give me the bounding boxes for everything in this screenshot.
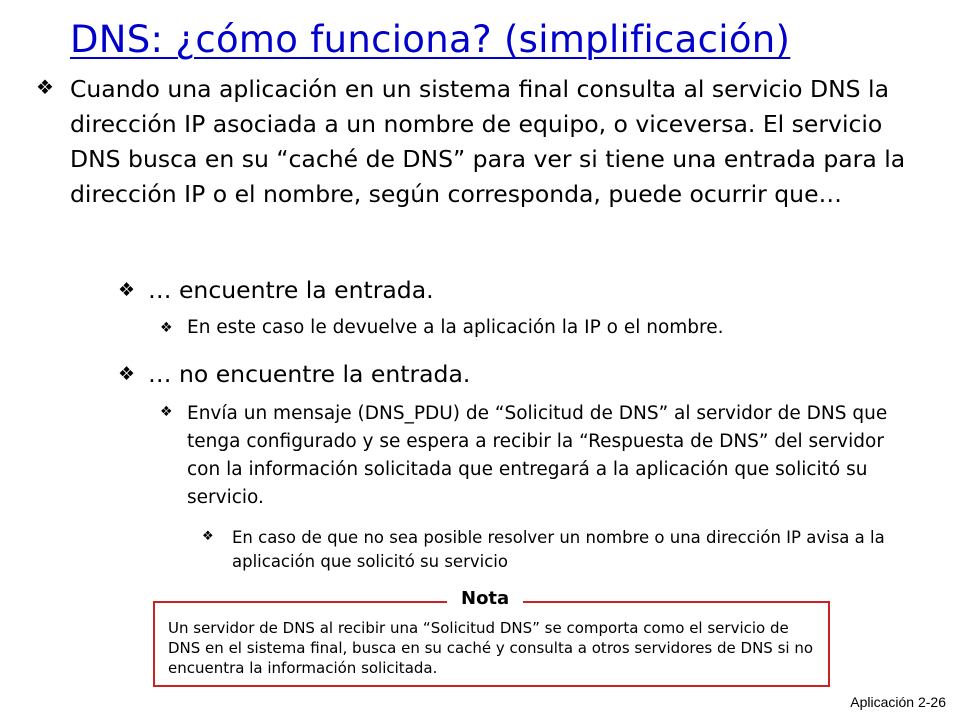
note-label: Nota	[447, 588, 523, 609]
diamond-bullet-icon: ❖	[118, 363, 136, 385]
case-not-found-error-text: En caso de que no sea posible resolver un nombre o una dirección IP avisa a la aplicación que solicitó su servicio	[232, 528, 885, 571]
case-not-found-detail-bullet	[160, 400, 920, 512]
intro-text: Cuando una aplicación en un sistema final consulta al servicio DNS la dirección IP asociada a un nombre de equipo, o viceversa. El servicio DNS busca en su “caché de DNS” para ver si tiene una entrada para la dirección IP o el nombre, según corresponda, puede ocurrir que…	[70, 75, 906, 208]
diamond-bullet-icon: ❖	[118, 279, 136, 301]
slide-footer: Aplicación 2-26	[850, 694, 946, 710]
diamond-bullet-icon: ❖	[202, 529, 214, 544]
case-found-bullet	[118, 276, 434, 305]
case-not-found-text: … no encuentre la entrada.	[148, 360, 471, 388]
diamond-bullet-icon: ❖	[160, 404, 173, 420]
case-found-detail-bullet	[160, 316, 920, 339]
diamond-bullet-icon: ❖	[36, 75, 54, 99]
intro-bullet	[36, 72, 936, 212]
case-not-found-detail-text: Envía un mensaje (DNS_PDU) de “Solicitud de DNS” al servidor de DNS que tenga configurado y se espera a recibir la “Respuesta de DNS” del servidor con la información solicitada que entregará a la aplicación que solicitó su servicio.	[187, 403, 888, 508]
diamond-bullet-icon: ❖	[160, 320, 173, 336]
note-text: Un servidor de DNS al recibir una “Solicitud DNS” se comporta como el servicio de DNS en el sistema final, busca en su caché y consulta a otros servidores de DNS si no encuentra la información solicitada.	[168, 619, 814, 677]
case-not-found-bullet	[118, 360, 470, 389]
slide-title: DNS: ¿cómo funciona? (simplificación)	[70, 18, 791, 61]
case-found-detail-text: En este caso le devuelve a la aplicación la IP o el nombre.	[187, 317, 724, 338]
case-found-text: … encuentre la entrada.	[148, 276, 434, 304]
case-not-found-error-bullet	[202, 526, 922, 574]
